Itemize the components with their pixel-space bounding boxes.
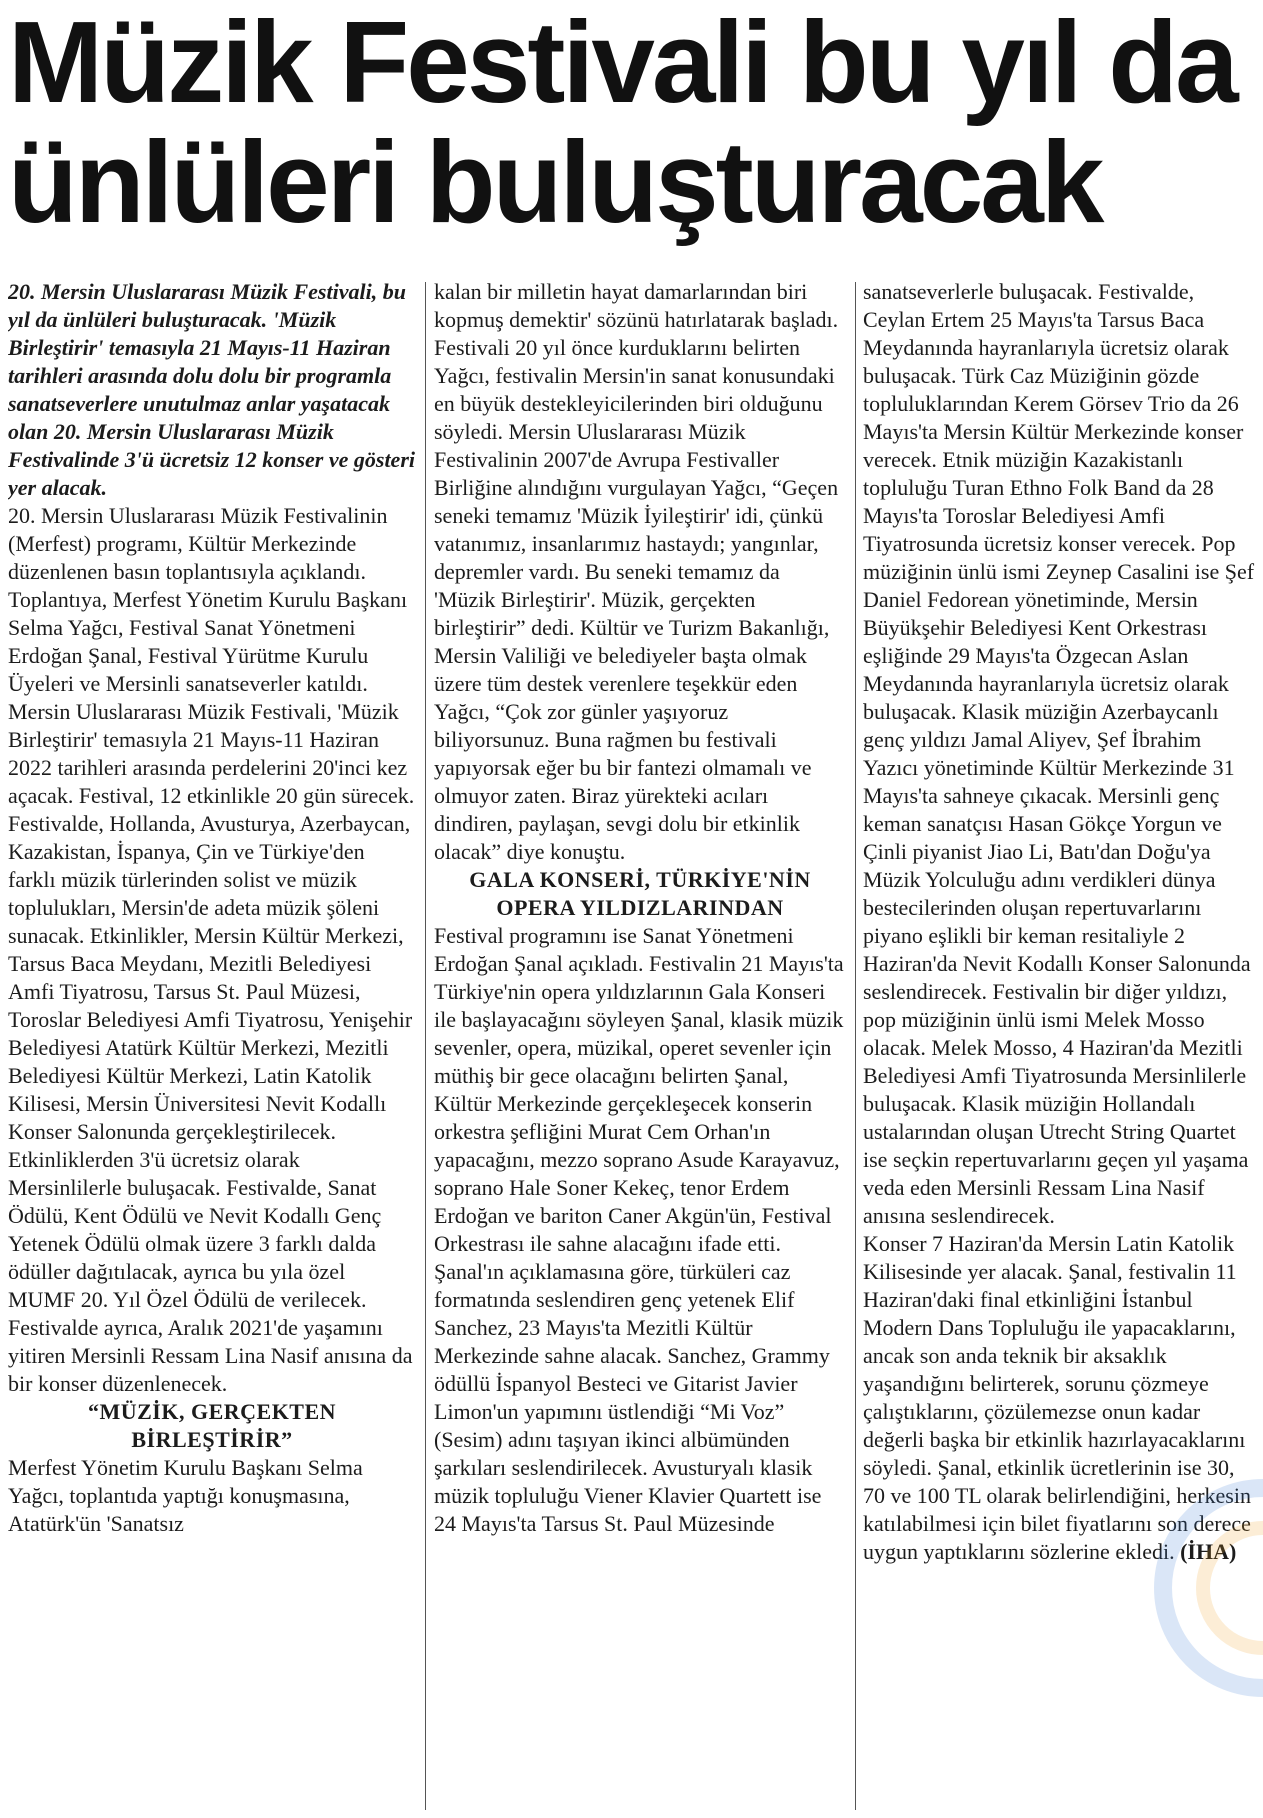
article-paragraph: Merfest Yönetim Kurulu Başkanı Selma Yağcı, toplantıda yaptığı konuşmasına, Atatürk'ün 'Sanatsız: [8, 1455, 363, 1536]
headline-line-2: ünlüleri buluşturacak: [8, 117, 1102, 247]
article-paragraph: 20. Mersin Uluslararası Müzik Festivalinin (Merfest) programı, Kültür Merkezinde düzenlenen basın toplantısıyla açıklandı. Toplantıya, Merfest Yönetim Kurulu Başkanı Selma Yağcı, Festival Sanat Yönetmeni Erdoğan Şanal, Festival Yürütme Kurulu Üyeleri ve Mersinli sanatseverler katıldı.: [8, 503, 408, 696]
headline-line-1: Müzik Festivali bu yıl da: [8, 0, 1236, 127]
article-paragraph-text: Konser 7 Haziran'da Mersin Latin Katolik Kilisesinde yer alacak. Şanal, festivalin 11 Haziran'daki final etkinliğini İstanbul Modern Dans Topluluğu ile yapacaklarını, ancak son anda teknik bir aksaklık yaşandığını belirterek, sorunu çözmeye çalıştıklarını, çözülemezse onun kadar değerli başka bir etkinlik hazırlayacaklarını söyledi. Şanal, etkinlik ücretlerinin ise 30, 70 ve 100 TL olarak belirlendiğini, herkesin katılabilmesi için bilet fiyatlarını son derece uygun yaptıklarını sözlerine ekledi.: [863, 1231, 1251, 1564]
article-column-2: [434, 278, 846, 1814]
article-subheading: GALA KONSERİ, TÜRKİYE'NİN OPERA YILDIZLARINDAN: [469, 867, 811, 920]
column-divider-1: [425, 282, 426, 1810]
article-lead: 20. Mersin Uluslararası Müzik Festivali, bu yıl da ünlüleri buluşturacak. 'Müzik Birleştirir' temasıyla 21 Mayıs-11 Haziran tarihleri arasında dolu dolu bir programla sanatseverlere unutulmaz anlar yaşatacak olan 20. Mersin Uluslararası Müzik Festivalinde 3'ü ücretsiz 12 konser ve gösteri yer alacak.: [8, 279, 415, 500]
news-agency-credit: (İHA): [1180, 1539, 1237, 1564]
article-paragraph: kalan bir milletin hayat damarlarından biri kopmuş demektir' sözünü hatırlatarak başladı. Festivali 20 yıl önce kurduklarını belirten Yağcı, festivalin Mersin'in sanat konusundaki en büyük destekleyicilerinden biri olduğunu söyledi. Mersin Uluslararası Müzik Festivalinin 2007'de Avrupa Festivaller Birliğine alındığını vurgulayan Yağcı, “Geçen seneki temamız 'Müzik İyileştirir' idi, çünkü vatanımız, insanlarımız hastaydı; yangınlar, depremler vardı. Bu seneki temamız da 'Müzik Birleştirir'. Müzik, gerçekten birleştirir” dedi. Kültür ve Turizm Bakanlığı, Mersin Valiliği ve belediyeler başta olmak üzere tüm destek verenlere teşekkür eden Yağcı, “Çok zor günler yaşıyoruz biliyorsunuz. Buna rağmen bu festivali yapıyorsak eğer bu bir fantezi olmamalı ve olmuyor zaten. Biraz yürekteki acıları dindiren, paylaşan, sevgi dolu bir etkinlik olacak” diye konuştu.: [434, 279, 839, 864]
article-subheading: “MÜZİK, GERÇEKTEN BİRLEŞTİRİR”: [87, 1399, 337, 1452]
article-paragraph: Mersin Uluslararası Müzik Festivali, 'Müzik Birleştirir' temasıyla 21 Mayıs-11 Haziran 2022 tarihleri arasında perdelerini 20'inci kez açacak. Festival, 12 etkinlikle 20 gün sürecek. Festivalde, Hollanda, Avusturya, Azerbaycan, Kazakistan, İspanya, Çin ve Türkiye'den farklı müzik türlerinden solist ve müzik toplulukları, Mersin'de adeta müzik şöleni sunacak. Etkinlikler, Mersin Kültür Merkezi, Tarsus Baca Meydanı, Mezitli Belediyesi Amfi Tiyatrosu, Tarsus St. Paul Müzesi, Toroslar Belediyesi Amfi Tiyatrosu, Yenişehir Belediyesi Atatürk Kültür Merkezi, Mezitli Belediyesi Kültür Merkezi, Latin Katolik Kilisesi, Mersin Üniversitesi Nevit Kodallı Konser Salonunda gerçekleştirilecek. Etkinliklerden 3'ü ücretsiz olarak Mersinlilerle buluşacak. Festivalde, Sanat Ödülü, Kent Ödülü ve Nevit Kodallı Genç Yetenek Ödülü olmak üzere 3 farklı dalda ödüller dağıtılacak, ayrıca bu yıla özel MUMF 20. Yıl Özel Ödülü de verilecek. Festivalde ayrıca, Aralık 2021'de yaşamını yitiren Mersinli Ressam Lina Nasif anısına da bir konser düzenlenecek.: [8, 699, 415, 1396]
headline: [8, 0, 1258, 247]
article-column-1: [8, 278, 416, 1814]
column-divider-2: [855, 282, 856, 1810]
watermark-logo: [1143, 1468, 1263, 1708]
article-paragraph: sanatseverlerle buluşacak. Festivalde, Ceylan Ertem 25 Mayıs'ta Tarsus Baca Meydanında hayranlarıyla ücretsiz olarak buluşacak. Türk Caz Müziğinin gözde topluluklarından Kerem Görsev Trio da 26 Mayıs'ta Mersin Kültür Merkezinde konser verecek. Etnik müziğin Kazakistanlı topluluğu Turan Ethno Folk Band da 28 Mayıs'ta Toroslar Belediyesi Amfi Tiyatrosunda ücretsiz konser verecek. Pop müziğinin ünlü ismi Zeynep Casalini ise Şef Daniel Fedorean yönetiminde, Mersin Büyükşehir Belediyesi Kent Orkestrası eşliğinde 29 Mayıs'ta Özgecan Aslan Meydanında hayranlarıyla ücretsiz olarak buluşacak. Klasik müziğin Azerbaycanlı genç yıldızı Jamal Aliyev, Şef İbrahim Yazıcı yönetiminde Kültür Merkezinde 31 Mayıs'ta sahneye çıkacak. Mersinli genç keman sanatçısı Hasan Gökçe Yorgun ve Çinli piyanist Jiao Li, Batı'dan Doğu'ya Müzik Yolculuğu adını verdikleri dünya bestecilerinden oluşan repertuvarlarını piyano eşlikli bir keman resitaliyle 2 Haziran'da Nevit Kodallı Konser Salonunda seslendirecek. Festivalin bir diğer yıldızı, pop müziğinin ünlü ismi Melek Mosso olacak. Melek Mosso, 4 Haziran'da Mezitli Belediyesi Amfi Tiyatrosunda Mersinlilerle buluşacak. Klasik müziğin Hollandalı ustalarından oluşan Utrecht String Quartet ise seçkin repertuvarlarını geçen yıl yaşama veda eden Mersinli Ressam Lina Nasif anısına seslendirecek.: [863, 279, 1255, 1228]
article-paragraph: Festival programını ise Sanat Yönetmeni Erdoğan Şanal açıkladı. Festivalin 21 Mayıs'ta Türkiye'nin opera yıldızlarının Gala Konseri ile başlayacağını söyleyen Şanal, klasik müzik sevenler, opera, müzikal, operet sevenler için müthiş bir gece olacağını belirten Şanal, Kültür Merkezinde gerçekleşecek konserin orkestra şefliğini Murat Cem Orhan'ın yapacağını, mezzo soprano Asude Karayavuz, soprano Hale Soner Kekeç, tenor Erdem Erdoğan ve bariton Caner Akgün'ün, Festival Orkestrası ile sahne alacağını ifade etti. Şanal'ın açıklamasına göre, türküleri caz formatında seslendiren genç yetenek Elif Sanchez, 23 Mayıs'ta Mezitli Kültür Merkezinde sahne alacak. Sanchez, Grammy ödüllü İspanyol Besteci ve Gitarist Javier Limon'un yapımını üstlendiği “Mi Voz” (Sesim) adını taşıyan ikinci albümünden şarkıları seslendirilecek. Avusturyalı klasik müzik topluluğu Viener Klavier Quartett ise 24 Mayıs'ta Tarsus St. Paul Müzesinde: [434, 923, 844, 1536]
